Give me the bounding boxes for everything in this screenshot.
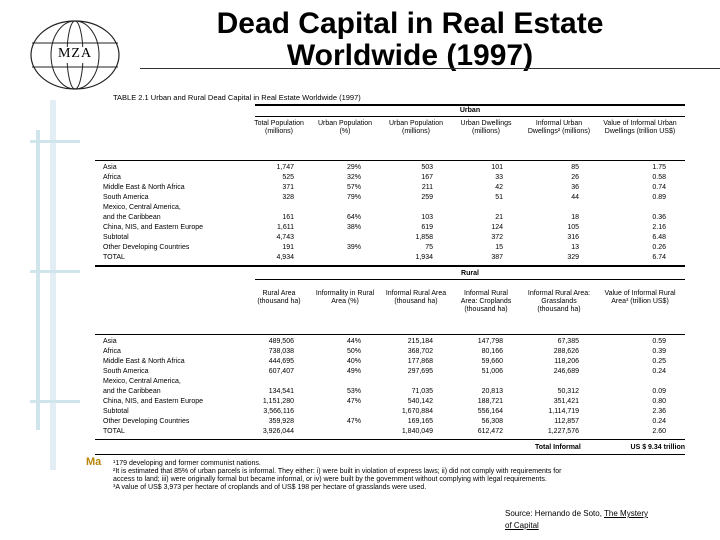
title-line-2: Worldwide (1997): [286, 39, 534, 72]
table-cell: 161: [282, 214, 294, 221]
table-cell: 64%: [346, 214, 361, 221]
table-cell: 4,934: [276, 254, 294, 261]
logo-fragment-text: Ma: [86, 456, 102, 468]
table-cell: 32%: [346, 174, 361, 181]
rural-table-row: [95, 428, 685, 436]
row-label: and the Caribbean: [103, 214, 161, 221]
table-cell: 297,695: [407, 368, 433, 375]
title-line-1: Dead Capital in Real Estate: [216, 7, 604, 40]
footnote: access to land; iii) were originally formal but became informal, or iv) were built by the government without complying with legal requirements.: [113, 476, 547, 483]
total-informal-label: Total Informal: [535, 444, 581, 451]
table-cell: 134,541: [268, 388, 294, 395]
table-cell: 59,660: [481, 358, 503, 365]
row-label: Other Developing Countries: [103, 418, 190, 425]
source-book-title: The Mystery: [604, 509, 649, 518]
rural-table-row: [95, 418, 685, 426]
row-label: South America: [103, 368, 149, 375]
urban-table-row: [95, 214, 685, 222]
table-cell: 6.48: [652, 234, 666, 241]
table-cell: 112,857: [554, 418, 579, 425]
table-cell: 6.74: [652, 254, 666, 261]
rule: [255, 279, 685, 280]
row-label: TOTAL: [103, 254, 125, 261]
rural-col-header: Value of Informal Rural Area³ (trillion US$): [604, 290, 676, 305]
table-cell: 0.25: [652, 358, 666, 365]
urban-section-header: Urban: [459, 107, 481, 114]
table-cell: 21: [495, 214, 503, 221]
rural-table-row: [95, 358, 685, 366]
row-label: Subtotal: [103, 408, 129, 415]
row-label: Africa: [103, 174, 121, 181]
table-cell: 351,421: [553, 398, 579, 405]
rule: [95, 265, 685, 267]
table-cell: 51,006: [481, 368, 503, 375]
table-cell: 36: [571, 184, 579, 191]
row-label: TOTAL: [103, 428, 125, 435]
table-cell: 503: [421, 164, 433, 171]
rural-table-row: [95, 398, 685, 406]
table-cell: 39%: [346, 244, 361, 251]
table-cell: 80,166: [481, 348, 503, 355]
urban-col-header: Value of Informal Urban Dwellings (trillion US$): [603, 120, 677, 135]
source-book-title-2: of Capital: [505, 521, 539, 530]
table-cell: 259: [421, 194, 433, 201]
table-cell: 2.36: [652, 408, 666, 415]
table-cell: 188,721: [477, 398, 503, 405]
rural-section-header: Rural: [461, 270, 479, 277]
urban-table-row: [95, 164, 685, 172]
table-cell: 489,506: [268, 338, 294, 345]
table-cell: 0.39: [652, 348, 666, 355]
table-caption: TABLE 2.1 Urban and Rural Dead Capital in Real Estate Worldwide (1997): [113, 93, 361, 102]
table-cell: 20,813: [481, 388, 503, 395]
table-cell: 1,114,719: [548, 408, 579, 415]
table-cell: 329: [567, 254, 579, 261]
table-cell: 177,868: [407, 358, 433, 365]
table-cell: 79%: [346, 194, 361, 201]
urban-table-row: [95, 204, 685, 212]
table-cell: 40%: [346, 358, 361, 365]
table-cell: 47%: [346, 398, 361, 405]
table-cell: 0.26: [652, 244, 666, 251]
table-cell: 53%: [346, 388, 361, 395]
table-cell: 612,472: [477, 428, 503, 435]
table-cell: 0.59: [652, 338, 666, 345]
table-cell: 215,184: [407, 338, 433, 345]
source-citation: [505, 508, 648, 532]
table-cell: 0.74: [652, 184, 666, 191]
table-cell: 1,151,280: [262, 398, 294, 405]
table-cell: 1,858: [415, 234, 433, 241]
table-cell: 0.24: [652, 368, 666, 375]
table-cell: 0.36: [652, 214, 666, 221]
table-cell: 288,626: [553, 348, 579, 355]
table-cell: 738,038: [268, 348, 294, 355]
table-cell: 29%: [346, 164, 361, 171]
rural-table-row: [95, 378, 685, 386]
table-cell: 75: [425, 244, 433, 251]
table-cell: 525: [282, 174, 294, 181]
table-cell: 619: [421, 224, 433, 231]
table-cell: 85: [571, 164, 579, 171]
table-cell: 2.60: [652, 428, 666, 435]
page-title: [150, 8, 670, 72]
table-cell: 368,702: [407, 348, 433, 355]
table-cell: 51: [495, 194, 503, 201]
urban-col-header: Urban Population (millions): [388, 120, 444, 135]
table-cell: 1,840,049: [401, 428, 433, 435]
table-cell: 3,926,044: [262, 428, 294, 435]
table-cell: 38%: [346, 224, 361, 231]
table-cell: 124: [491, 224, 503, 231]
source-prefix: Source: Hernando de Soto,: [505, 509, 605, 518]
table-cell: 4,743: [276, 234, 294, 241]
row-label: Asia: [103, 164, 117, 171]
rural-col-header: Informality in Rural Area (%): [315, 290, 375, 305]
table-cell: 371: [282, 184, 294, 191]
row-label: Mexico, Central America,: [103, 378, 181, 385]
table-cell: 444,695: [268, 358, 294, 365]
rule: [95, 334, 685, 335]
table-cell: 13: [571, 244, 579, 251]
urban-table-row: [95, 224, 685, 232]
table-cell: 191: [282, 244, 294, 251]
rural-table-row: [95, 408, 685, 416]
table-cell: 49%: [346, 368, 361, 375]
table-cell: 556,164: [477, 408, 503, 415]
table-cell: 26: [571, 174, 579, 181]
table-cell: 0.24: [652, 418, 666, 425]
table-cell: 3,566,116: [263, 408, 294, 415]
table-cell: 316: [567, 234, 579, 241]
urban-col-header: Total Population (millions): [254, 120, 304, 135]
row-label: Asia: [103, 338, 117, 345]
table-cell: 359,928: [268, 418, 294, 425]
table-cell: 169,165: [407, 418, 433, 425]
urban-col-header: Urban Population (%): [317, 120, 373, 135]
rural-col-header: Informal Rural Area (thousand ha): [385, 290, 447, 305]
mza-logo: [20, 15, 130, 105]
urban-table-row: [95, 184, 685, 192]
table-cell: 1,934: [415, 254, 433, 261]
rural-col-header: Informal Rural Area: Grasslands (thousand ha): [527, 290, 591, 313]
rule: [255, 104, 685, 106]
footnote: ²It is estimated that 85% of urban parcels is informal. They either: i) were built in violation of express laws; ii) did not comply with requirements for: [113, 468, 562, 475]
urban-table-row: [95, 194, 685, 202]
table-cell: 167: [421, 174, 433, 181]
table-cell: 607,407: [268, 368, 294, 375]
table-cell: 1,611: [277, 224, 294, 231]
urban-table-row: [95, 234, 685, 242]
table-cell: 56,308: [481, 418, 503, 425]
table-cell: 1,747: [276, 164, 294, 171]
row-label: Other Developing Countries: [103, 244, 190, 251]
row-label: South America: [103, 194, 149, 201]
row-label: China, NIS, and Eastern Europe: [103, 224, 204, 231]
logo-text: MZA: [57, 46, 93, 61]
table-cell: 67,385: [557, 338, 579, 345]
total-informal-value: US $ 9.34 trillion: [630, 444, 685, 451]
rural-table-row: [95, 388, 685, 396]
table-cell: 328: [282, 194, 294, 201]
title-divider: [140, 68, 720, 69]
table-cell: 246,689: [553, 368, 579, 375]
urban-table-row: [95, 244, 685, 252]
rural-col-header: Informal Rural Area: Croplands (thousand ha): [460, 290, 512, 313]
row-label: Mexico, Central America,: [103, 204, 181, 211]
table-cell: 15: [495, 244, 503, 251]
urban-col-header: Urban Dwellings (millions): [460, 120, 512, 135]
table-cell: 0.89: [652, 194, 666, 201]
footnote: ³A value of US$ 3,973 per hectare of croplands and of US$ 198 per hectare of grasslands were used.: [113, 484, 427, 491]
table-cell: 118,206: [554, 358, 579, 365]
table-cell: 18: [571, 214, 579, 221]
rule: [95, 454, 685, 455]
table-cell: 44%: [346, 338, 361, 345]
table-cell: 33: [495, 174, 503, 181]
row-label: Subtotal: [103, 234, 129, 241]
table-cell: 44: [571, 194, 579, 201]
rural-table-row: [95, 348, 685, 356]
table-cell: 372: [491, 234, 503, 241]
scanned-table: [95, 94, 685, 499]
row-label: and the Caribbean: [103, 388, 161, 395]
table-cell: 387: [491, 254, 503, 261]
table-cell: 42: [495, 184, 503, 191]
row-label: Africa: [103, 348, 121, 355]
row-label: Middle East & North Africa: [103, 184, 185, 191]
table-cell: 57%: [346, 184, 361, 191]
table-cell: 1,670,884: [401, 408, 433, 415]
table-cell: 47%: [346, 418, 361, 425]
urban-table-row: [95, 174, 685, 182]
rural-table-row: [95, 368, 685, 376]
footnote: ¹179 developing and former communist nations.: [113, 460, 261, 467]
table-cell: 50,312: [557, 388, 579, 395]
table-cell: 2.16: [652, 224, 666, 231]
rule: [255, 116, 685, 117]
table-cell: 105: [567, 224, 579, 231]
table-cell: 147,798: [477, 338, 503, 345]
table-cell: 0.58: [652, 174, 666, 181]
table-cell: 0.09: [652, 388, 666, 395]
row-label: Middle East & North Africa: [103, 358, 185, 365]
table-cell: 103: [421, 214, 433, 221]
rule: [95, 439, 685, 440]
table-cell: 0.80: [652, 398, 666, 405]
rule: [95, 160, 685, 161]
table-cell: 71,035: [411, 388, 433, 395]
table-cell: 540,142: [407, 398, 433, 405]
urban-table-row: [95, 254, 685, 262]
table-cell: 50%: [346, 348, 361, 355]
table-cell: 1.75: [652, 164, 666, 171]
table-cell: 211: [421, 184, 433, 191]
row-label: China, NIS, and Eastern Europe: [103, 398, 204, 405]
urban-col-header: Informal Urban Dwellings² (millions): [527, 120, 591, 135]
table-cell: 101: [491, 164, 503, 171]
table-cell: 1,227,576: [547, 428, 579, 435]
rural-col-header: Rural Area (thousand ha): [257, 290, 301, 305]
rural-table-row: [95, 338, 685, 346]
